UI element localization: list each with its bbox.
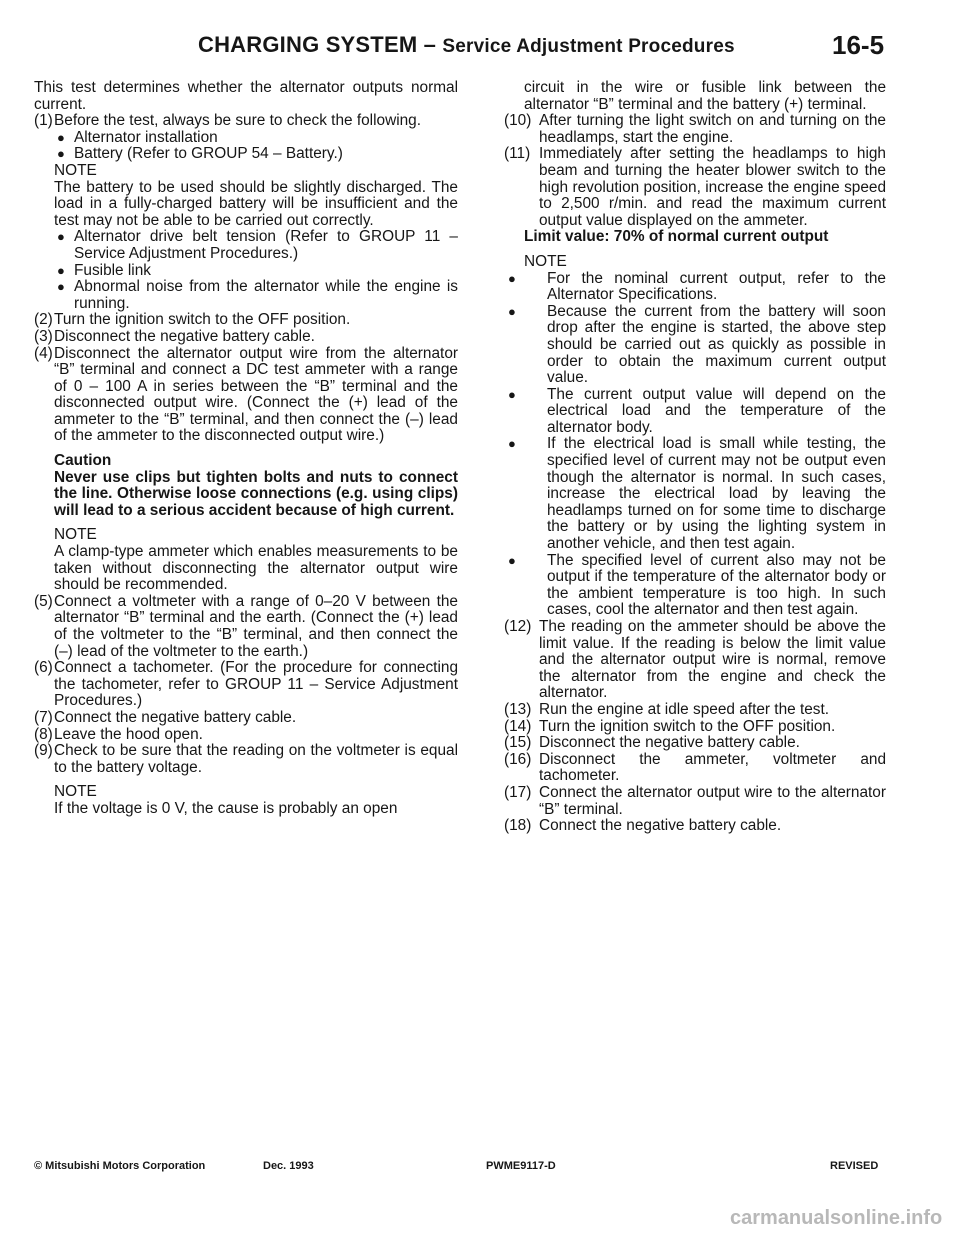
limit-value: Limit value: 70% of normal current output — [524, 228, 829, 246]
note-bullet-small-load — [504, 436, 886, 552]
step-number: (16) — [504, 750, 532, 768]
check-item-battery — [34, 146, 458, 163]
step-text: Turn the ignition switch to the OFF position. — [54, 311, 351, 329]
step-text: Connect the negative battery cable. — [54, 708, 297, 726]
step-11 — [504, 146, 886, 229]
bullet-text: Because the current from the battery will soon drop after the engine is started, the above step should be carried out as quickly as possible in order to obtain the maximum current output value. — [547, 302, 886, 387]
note-text: The battery to be used should be slightly discharged. The load in a fully-charged battery will be insufficient and the test may not be able to be carried out correctly. — [54, 178, 458, 229]
page-header — [0, 28, 960, 68]
bullet-text: For the nominal current output, refer to the Alternator Specifications. — [547, 269, 886, 304]
caution-label: Caution — [54, 452, 112, 470]
bullet-text: Abnormal noise from the alternator while the engine is running. — [74, 278, 458, 312]
step-12 — [504, 619, 886, 702]
step-number: (8) — [34, 725, 53, 743]
copyright-text: © Mitsubishi Motors Corporation — [34, 1160, 206, 1172]
step-number: (5) — [34, 592, 53, 610]
bullet-text: The current output value will depend on the electrical load and the temperature of the alternator body. — [547, 385, 886, 436]
check-item-fusible-link — [34, 263, 458, 280]
watermark-text: carmanualsonline.info — [730, 1207, 943, 1229]
step-9-continued: circuit in the wire or fusible link between the alternator “B” terminal and the battery (+) terminal. — [524, 79, 886, 113]
step-3 — [34, 329, 458, 346]
step-1 — [34, 113, 458, 130]
note-bullet-temperature — [504, 553, 886, 619]
step-number: (17) — [504, 783, 532, 801]
page-title — [198, 32, 735, 58]
bullet-icon: ● — [57, 262, 65, 278]
caution-text: Never use clips but tighten bolts and nuts to connect the line. Otherwise loose connections (e.g. using clips) will lead to a serious accident because of high current. — [54, 468, 458, 519]
step-text: Connect the negative battery cable. — [539, 817, 782, 835]
step-number: (11) — [504, 145, 531, 163]
step-4 — [34, 346, 458, 446]
step-number: (12) — [504, 618, 532, 635]
note-bullet-load-temp — [504, 387, 886, 437]
section-title: CHARGING SYSTEM – — [198, 32, 443, 57]
note-bullet-battery-drop — [504, 304, 886, 387]
note-bullet-nominal — [504, 271, 886, 304]
step-7 — [34, 710, 458, 727]
step-text: Check to be sure that the reading on the voltmeter is equal to the battery voltage. — [54, 742, 458, 776]
left-column — [34, 80, 458, 818]
bullet-icon: ● — [508, 303, 516, 319]
bullet-icon: ● — [57, 229, 65, 245]
page-number: 16-5 — [832, 30, 885, 60]
step-number: (1) — [34, 112, 53, 130]
step-number: (2) — [34, 311, 53, 329]
step-number: (3) — [34, 327, 53, 345]
right-column — [504, 80, 886, 835]
revision-date: Dec. 1993 — [263, 1160, 314, 1172]
step-text: Turn the ignition switch to the OFF position. — [539, 717, 836, 735]
step-16 — [504, 752, 886, 785]
step-number: (4) — [34, 344, 53, 362]
step-text: After turning the light switch on and turning on the headlamps, start the engine. — [539, 112, 886, 146]
step-number: (6) — [34, 659, 53, 677]
check-item-installation — [34, 130, 458, 147]
step-text: Immediately after setting the headlamps to high beam and turning the heater blower switch to the high revolution position, increase the engine speed to 2,500 r/min. and read the maximum current output value displayed on the ammeter. — [539, 145, 886, 229]
intro-paragraph: This test determines whether the alternator outputs normal current. — [34, 79, 458, 113]
bullet-text: The specified level of current also may not be output if the temperature of the alternator body or the ambient temperature is too high. In such cases, cool the alternator and then test again. — [547, 551, 886, 619]
bullet-text: Alternator drive belt tension (Refer to GROUP 11 – Service Adjustment Procedures.) — [74, 228, 458, 262]
section-subtitle: Service Adjustment Procedures — [442, 36, 735, 57]
bullet-icon: ● — [508, 386, 516, 402]
check-item-abnormal-noise — [34, 279, 458, 312]
step-18 — [504, 818, 886, 835]
note-label: NOTE — [54, 161, 97, 179]
revised-label: REVISED — [830, 1160, 879, 1172]
note-text: A clamp-type ammeter which enables measurements to be taken without disconnecting the alternator output wire should be recommended. — [54, 543, 458, 594]
step-number: (9) — [34, 742, 53, 760]
bullet-text: If the electrical load is small while testing, the specified level of current may not be output even though the alternator is normal. In such cases, increase the electrical load by leaving the headlamps turned on for some time to discharge the battery or by using the lighting system in another vehicle, and then test again. — [547, 435, 886, 553]
step-2 — [34, 312, 458, 329]
step-number: (15) — [504, 734, 532, 752]
step-text: Connect the alternator output wire to the alternator “B” terminal. — [539, 783, 886, 818]
bullet-text: Fusible link — [74, 261, 151, 279]
step-8 — [34, 727, 458, 744]
bullet-icon: ● — [57, 146, 65, 162]
step-14 — [504, 719, 886, 736]
step-text: Before the test, always be sure to check the following. — [54, 112, 422, 130]
bullet-text: Alternator installation — [74, 128, 218, 146]
step-10 — [504, 113, 886, 146]
step-text: Leave the hood open. — [54, 725, 203, 743]
step-15 — [504, 735, 886, 752]
caution-box — [34, 453, 458, 519]
step-number: (7) — [34, 708, 53, 726]
bullet-icon: ● — [57, 279, 65, 295]
step-17 — [504, 785, 886, 818]
bullet-icon: ● — [508, 270, 516, 286]
step-text: Connect a voltmeter with a range of 0–20 V between the alternator “B” terminal and the earth. (Connect the (+) lead of the voltmeter to the “B” terminal, and then connect the (–) lead of the voltmeter to the earth.) — [54, 592, 458, 660]
bullet-icon: ● — [57, 129, 65, 145]
step-text: Run the engine at idle speed after the test. — [539, 700, 830, 718]
note-label: NOTE — [524, 252, 567, 270]
step-number: (14) — [504, 717, 532, 735]
step-text: Disconnect the alternator output wire from the alternator “B” terminal and connect a DC test ammeter with a range of 0 – 100 A in series between the “B” terminal and the disconnected output wire. (Connect the (+) lead of the ammeter to the “B” terminal, and then connect the (–) lead of the ammeter to the disconnected output wire.) — [54, 344, 458, 445]
step-text: Disconnect the negative battery cable. — [54, 327, 315, 345]
step-6 — [34, 660, 458, 710]
step-text: The reading on the ammeter should be above the limit value. If the reading is below the limit value and the alternator output wire is normal, remove the alternator from the engine and check the alternator. — [539, 618, 886, 702]
step-text: Disconnect the ammeter, voltmeter and tachometer. — [539, 750, 886, 785]
step-number: (18) — [504, 817, 532, 835]
spacer — [34, 776, 458, 784]
bullet-icon: ● — [508, 436, 516, 452]
bullet-text: Battery (Refer to GROUP 54 – Battery.) — [74, 145, 343, 163]
bullet-icon: ● — [508, 552, 516, 568]
note-label: NOTE — [54, 526, 97, 544]
step-9 — [34, 743, 458, 776]
check-item-belt-tension — [34, 229, 458, 262]
step-5 — [34, 594, 458, 660]
step-text: Disconnect the negative battery cable. — [539, 734, 800, 752]
step-number: (10) — [504, 112, 532, 130]
step-text: Connect a tachometer. (For the procedure for connecting the tachometer, refer to GROUP 11 – Service Adjustment Procedures.) — [54, 659, 458, 710]
note-text: If the voltage is 0 V, the cause is probably an open — [54, 799, 398, 817]
step-number: (13) — [504, 700, 532, 718]
step-13 — [504, 702, 886, 719]
document-code: PWME9117-D — [486, 1160, 556, 1172]
note-label: NOTE — [54, 783, 97, 801]
